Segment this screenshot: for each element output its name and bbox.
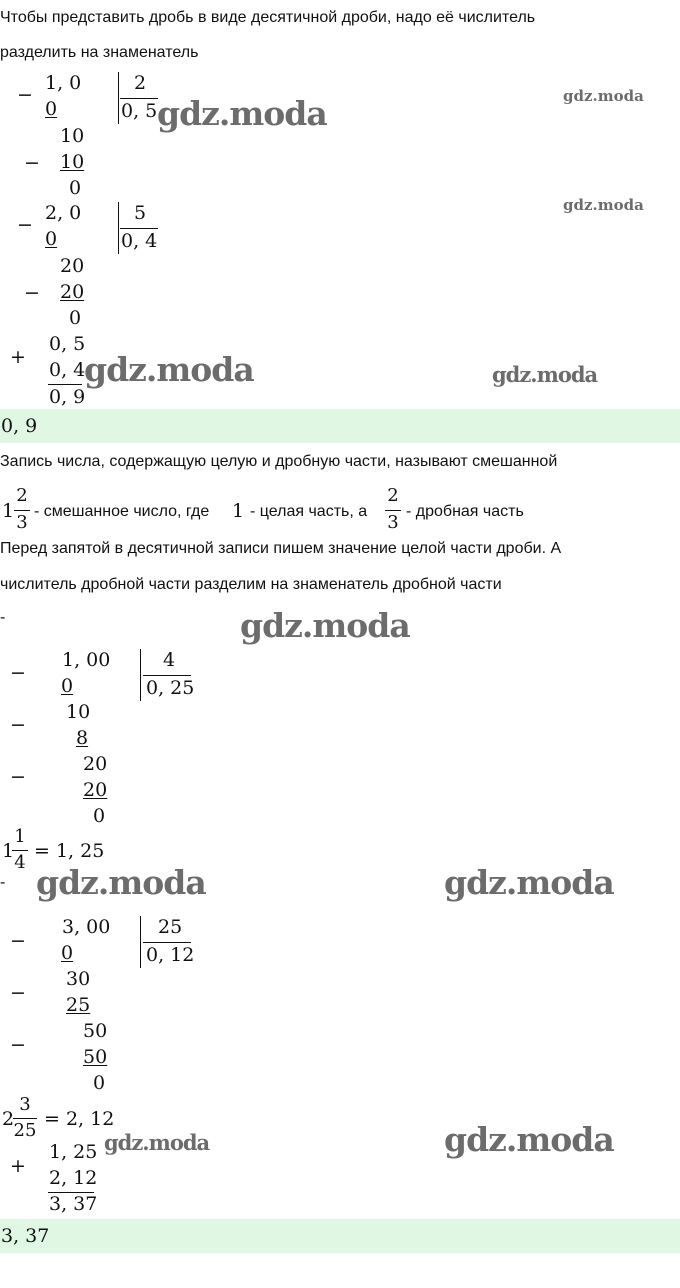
final-remainder: 0 [69, 307, 82, 329]
remainder: 10 [60, 125, 85, 147]
fraction-line [12, 850, 28, 851]
explanation-text: - смешанное число, где [34, 503, 210, 520]
fraction-line [385, 510, 401, 511]
subtrahend: 20 [60, 281, 85, 303]
quotient: 0, 5 [121, 100, 158, 122]
dash: - [0, 609, 6, 626]
division-bar [118, 202, 119, 254]
watermark: gdz.moda [240, 606, 410, 645]
decimal-equivalent: = 1, 25 [34, 840, 105, 862]
fraction-denominator: 25 [13, 1120, 37, 1141]
explanation-text: - дробная часть [406, 503, 524, 520]
subtrahend: 20 [83, 779, 108, 801]
rule-line-1: Перед запятой в десятичной записи пишем значение целой части дроби. А [0, 540, 562, 557]
minus-sign: − [10, 930, 26, 952]
quotient-line [120, 228, 158, 229]
intro-line-2: разделить на знаменатель [0, 44, 199, 61]
fraction-numerator: 2 [16, 485, 28, 506]
remainder: 30 [66, 968, 91, 990]
answer: 3, 37 [1, 1225, 50, 1247]
decimal-equivalent: = 2, 12 [44, 1108, 115, 1130]
quotient-line [143, 942, 191, 943]
divisor: 25 [158, 916, 183, 938]
dividend: 1, 00 [62, 649, 111, 671]
plus-sign: + [10, 1155, 26, 1177]
fraction-denominator: 4 [14, 852, 26, 873]
fraction-denominator: 3 [16, 512, 28, 533]
watermark: gdz.moda [444, 863, 614, 902]
fraction-numerator: 2 [387, 485, 399, 506]
subtrahend: 10 [60, 151, 85, 173]
fraction-line [13, 1118, 37, 1119]
quotient: 0, 25 [146, 677, 195, 699]
dash: - [0, 874, 6, 891]
sum-line [48, 384, 82, 385]
minus-sign: − [10, 714, 26, 736]
divisor: 4 [163, 649, 176, 671]
addend: 0, 5 [49, 333, 86, 355]
whole-part: 1 [2, 840, 15, 862]
sum: 0, 9 [49, 386, 86, 408]
division-bar [118, 72, 119, 124]
subtrahend: 25 [66, 994, 91, 1016]
fraction-numerator: 3 [19, 1094, 31, 1115]
subtrahend: 0 [61, 942, 74, 964]
watermark: gdz.moda [36, 863, 206, 902]
quotient-line [143, 675, 191, 676]
minus-sign: − [24, 282, 40, 304]
minus-sign: − [17, 84, 33, 106]
intro-line-1: Чтобы представить дробь в виде десятичной дроби, надо её числитель [0, 9, 536, 26]
subtrahend: 50 [83, 1046, 108, 1068]
minus-sign: − [17, 214, 33, 236]
explanation-text: - целая часть, а [250, 503, 368, 520]
minus-sign: − [10, 766, 26, 788]
subtrahend: 0 [45, 98, 58, 120]
watermark: gdz.moda [157, 94, 327, 133]
watermark: gdz.moda [104, 1130, 210, 1155]
final-remainder: 0 [69, 177, 82, 199]
answer-highlight [0, 409, 680, 443]
quotient: 0, 12 [146, 944, 195, 966]
addend: 1, 25 [49, 1141, 98, 1163]
rule-line-2: числитель дробной части разделим на знаменатель дробной части [0, 576, 502, 593]
minus-sign: − [10, 1034, 26, 1056]
fraction-line [14, 510, 30, 511]
fraction-denominator: 3 [387, 512, 399, 533]
dividend: 3, 00 [62, 916, 111, 938]
divisor: 5 [134, 202, 147, 224]
answer-highlight [0, 1219, 680, 1253]
whole-part-value: 1 [232, 500, 245, 522]
remainder: 20 [83, 753, 108, 775]
remainder: 50 [83, 1020, 108, 1042]
division-bar [140, 916, 141, 968]
quotient: 0, 4 [121, 230, 158, 252]
subtrahend: 0 [45, 228, 58, 250]
watermark: gdz.moda [563, 87, 644, 105]
minus-sign: − [24, 152, 40, 174]
sum: 3, 37 [49, 1193, 98, 1215]
dividend: 2, 0 [45, 202, 82, 224]
final-remainder: 0 [93, 805, 106, 827]
watermark: gdz.moda [492, 362, 598, 387]
answer: 0, 9 [1, 415, 38, 437]
divisor: 2 [134, 72, 147, 94]
fraction-numerator: 1 [14, 826, 26, 847]
remainder: 20 [60, 255, 85, 277]
watermark: gdz.moda [444, 1120, 614, 1159]
quotient-line [120, 98, 158, 99]
watermark: gdz.moda [563, 196, 644, 214]
remainder: 10 [66, 701, 91, 723]
addend: 0, 4 [49, 359, 86, 381]
minus-sign: − [10, 982, 26, 1004]
addend: 2, 12 [49, 1167, 98, 1189]
minus-sign: − [10, 662, 26, 684]
mixed-number-definition: Запись числа, содержащую целую и дробную части, называют смешанной [0, 453, 558, 470]
division-bar [140, 649, 141, 701]
whole-part: 2 [2, 1108, 15, 1130]
dividend: 1, 0 [45, 72, 82, 94]
watermark: gdz.moda [84, 350, 254, 389]
plus-sign: + [10, 346, 26, 368]
final-remainder: 0 [93, 1072, 106, 1094]
subtrahend: 0 [61, 675, 74, 697]
subtrahend: 8 [76, 727, 89, 749]
whole-part: 1 [2, 500, 15, 522]
